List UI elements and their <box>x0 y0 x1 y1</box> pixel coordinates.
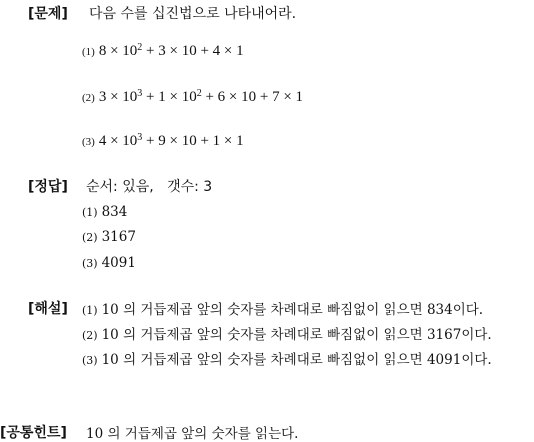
expr-part: + 6 × 10 + 7 × 1 <box>201 89 304 105</box>
item-number: (1) <box>82 46 95 58</box>
explanation-tag: [해설] <box>28 301 68 317</box>
hint-tag: [공통힌트] <box>0 425 67 441</box>
item-number: (3) <box>82 354 98 367</box>
problem-item-1 <box>82 43 244 60</box>
item-number: (3) <box>82 136 95 148</box>
explanation-item-1 <box>82 298 483 318</box>
answer-value: 834 <box>101 204 128 220</box>
explanation-text: 10 의 거듭제곱 앞의 숫자를 차례대로 빠짐없이 읽으면 4091이다. <box>101 352 492 368</box>
answer-item-3 <box>82 255 136 271</box>
explanation-item-3 <box>82 348 492 368</box>
exponent: 3 <box>137 88 143 99</box>
expr-part: + 1 × 10 <box>142 89 197 105</box>
explanation-text: 10 의 거듭제곱 앞의 숫자를 차례대로 빠짐없이 읽으면 834이다. <box>101 302 484 318</box>
exponent: 3 <box>137 132 143 143</box>
item-number: (2) <box>82 231 98 244</box>
answer-value: 4091 <box>101 255 136 271</box>
hint-text: 10 의 거듭제곱 앞의 숫자를 읽는다. <box>86 426 299 442</box>
expr-part: 4 × 10 <box>98 133 138 149</box>
item-number: (1) <box>82 304 98 317</box>
problem-item-2 <box>82 89 303 106</box>
explanation-text: 10 의 거듭제곱 앞의 숫자를 차례대로 빠짐없이 읽으면 3167이다. <box>101 327 492 343</box>
item-number: (1) <box>82 206 98 219</box>
item-number: (3) <box>82 257 98 270</box>
expr-part: + 3 × 10 + 4 × 1 <box>142 43 244 59</box>
exponent: 2 <box>137 42 143 53</box>
item-number: (2) <box>82 92 95 104</box>
exponent: 2 <box>196 88 202 99</box>
problem-text: 다음 수를 십진법으로 나타내어라. <box>89 6 297 22</box>
expr-part: 8 × 10 <box>98 43 138 59</box>
answer-item-1 <box>82 204 127 220</box>
item-number: (2) <box>82 329 98 342</box>
expr-part: + 9 × 10 + 1 × 1 <box>142 133 244 149</box>
answer-value: 3167 <box>101 229 136 245</box>
answer-tag: [정답] <box>28 179 68 195</box>
problem-tag: [문제] <box>28 6 68 22</box>
problem-item-3 <box>82 133 244 150</box>
answer-item-2 <box>82 229 136 245</box>
explanation-item-2 <box>82 323 492 343</box>
expr-part: 3 × 10 <box>98 89 138 105</box>
answer-text: 순서: 있음, 갯수: 3 <box>86 179 213 195</box>
